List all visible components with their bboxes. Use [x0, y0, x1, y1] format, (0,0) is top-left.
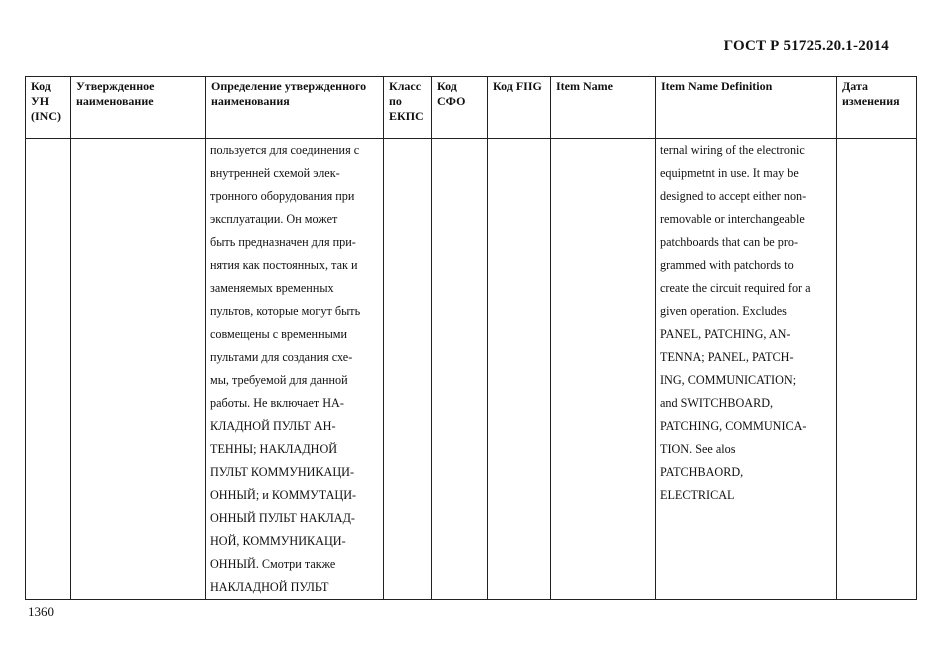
text-line: ПУЛЬТ КОММУНИКАЦИ-	[210, 465, 355, 479]
cell-definition-en	[656, 139, 837, 600]
page-number: 1360	[28, 604, 54, 619]
col-header-sfo-code: Код СФО	[432, 77, 488, 139]
text-line: TION. See alos	[660, 442, 736, 456]
text-line: быть предназначен для при-	[210, 235, 356, 249]
text-line: мы, требуемой для данной	[210, 373, 348, 387]
cell-ekps-class	[384, 139, 432, 600]
col-header-ekps-class: Класс по ЕКПС	[384, 77, 432, 139]
text-line: ОННЫЙ ПУЛЬТ НАКЛАД-	[210, 511, 355, 525]
cell-change-date	[837, 139, 917, 600]
text-line: TENNA; PANEL, PATCH-	[660, 350, 794, 364]
text-line: ternal wiring of the electronic	[660, 143, 805, 157]
cell-definition-ru	[206, 139, 384, 600]
cell-sfo-code	[432, 139, 488, 600]
cell-fiig-code	[488, 139, 551, 600]
text-line: пультов, которые могут быть	[210, 304, 361, 318]
text-line: нятия как постоянных, так и	[210, 258, 358, 272]
text-line: grammed with patchords to	[660, 258, 794, 272]
document-standard-number: ГОСТ Р 51725.20.1-2014	[723, 38, 889, 54]
text-line: пользуется для соединения с	[210, 143, 360, 157]
text-line: PATCHBAORD,	[660, 465, 744, 479]
col-header-approved-name: Утвержденное наименование	[71, 77, 206, 139]
text-line: НОЙ, КОММУНИКАЦИ-	[210, 534, 346, 548]
col-header-item-name-definition: Item Name Definition	[656, 77, 837, 139]
col-header-change-date: Дата изменения	[837, 77, 917, 139]
text-line: given operation. Excludes	[660, 304, 787, 318]
cell-approved-name	[71, 139, 206, 600]
text-line: совмещены с временными	[210, 327, 348, 341]
text-line: designed to accept either non-	[660, 189, 807, 203]
text-line: НАКЛАДНОЙ ПУЛЬТ	[210, 580, 329, 594]
text-line: ELECTRICAL	[660, 488, 735, 502]
col-header-inc: Код УН (INC)	[26, 77, 71, 139]
text-line: ОННЫЙ; и КОММУТАЦИ-	[210, 488, 357, 502]
cell-inc	[26, 139, 71, 600]
text-line: внутренней схемой элек-	[210, 166, 340, 180]
col-header-fiig-code: Код FIIG	[488, 77, 551, 139]
text-line: тронного оборудования при	[210, 189, 355, 203]
text-line: removable or interchangeable	[660, 212, 805, 226]
items-table	[25, 76, 917, 600]
text-line: patchboards that can be pro-	[660, 235, 799, 249]
text-line: эксплуатации. Он может	[210, 212, 338, 226]
text-line: работы. Не включает НА-	[210, 396, 344, 410]
text-line: ING, COMMUNICATION;	[660, 373, 797, 387]
text-line: create the circuit required for a	[660, 281, 811, 295]
col-header-item-name: Item Name	[551, 77, 656, 139]
text-line: PANEL, PATCHING, AN-	[660, 327, 791, 341]
cell-item-name	[551, 139, 656, 600]
col-header-name-definition-ru: Определение утвержденного наименования	[206, 77, 384, 139]
text-line: ТЕННЫ; НАКЛАДНОЙ	[210, 442, 338, 456]
text-line: and SWITCHBOARD,	[660, 396, 774, 410]
text-line: КЛАДНОЙ ПУЛЬТ АН-	[210, 419, 336, 433]
text-line: ОННЫЙ. Смотри также	[210, 557, 336, 571]
text-line: equipmetnt in use. It may be	[660, 166, 799, 180]
table-header-row	[26, 77, 917, 139]
table-row	[26, 139, 917, 600]
text-line: заменяемых временных	[210, 281, 334, 295]
definition-ru-text	[210, 139, 379, 599]
text-line: PATCHING, COMMUNICA-	[660, 419, 807, 433]
text-line: пультами для создания схе-	[210, 350, 353, 364]
definition-en-text	[660, 139, 832, 507]
